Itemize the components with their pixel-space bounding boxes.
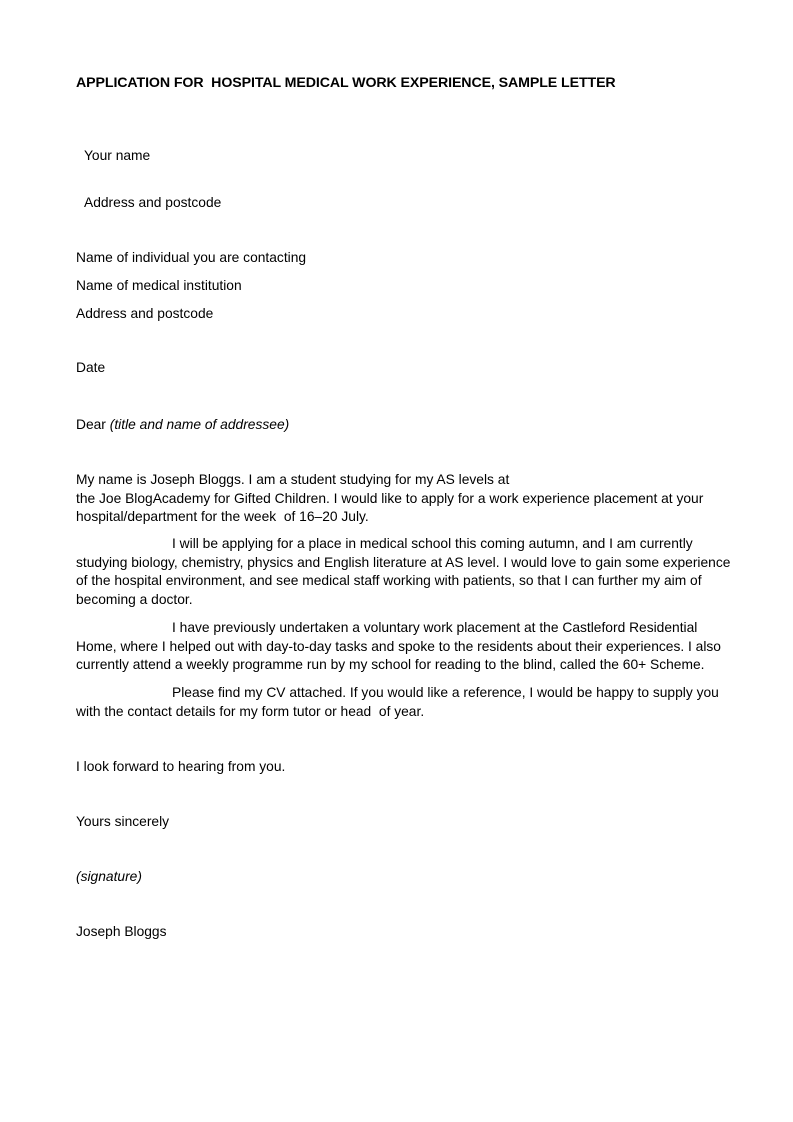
closing-look-forward: I look forward to hearing from you. [76, 759, 286, 775]
body-paragraph-2 [76, 535, 731, 609]
salutation-addressee-placeholder: (title and name of addressee) [109, 416, 290, 432]
date-line: Date [76, 360, 106, 376]
body-line: the Joe BlogAcademy for Gifted Children. I would like to apply for a work experience placement at your [76, 490, 704, 506]
body-paragraph-1 [76, 471, 704, 526]
signature-placeholder: (signature) [76, 868, 142, 884]
salutation-prefix: Dear [76, 416, 110, 432]
body-line: studying biology, chemistry, physics and English literature at AS level. I would love to gain some experience [76, 554, 731, 570]
recipient-institution: Name of medical institution [76, 277, 242, 293]
body-line: I have previously undertaken a voluntary work placement at the Castleford Residential [172, 620, 698, 636]
body-line: with the contact details for my form tutor or head of year. [76, 703, 425, 719]
sender-name: Your name [84, 148, 151, 164]
sender-address: Address and postcode [84, 194, 222, 210]
recipient-contact-name: Name of individual you are contacting [76, 250, 307, 266]
body-paragraph-3 [76, 619, 721, 674]
body-line: My name is Joseph Bloggs. I am a student studying for my AS levels at [76, 472, 510, 488]
body-line: hospital/department for the week of 16–20 July. [76, 509, 369, 525]
signed-name: Joseph Bloggs [76, 924, 167, 940]
valediction: Yours sincerely [76, 813, 170, 829]
recipient-address: Address and postcode [76, 306, 214, 322]
body-line: currently attend a weekly programme run by my school for reading to the blind, called the 60+ Scheme. [76, 656, 705, 672]
letter-title: APPLICATION FOR HOSPITAL MEDICAL WORK EXPERIENCE, SAMPLE LETTER [76, 75, 616, 91]
body-line: I will be applying for a place in medical school this coming autumn, and I am currently [172, 536, 693, 552]
salutation [76, 416, 700, 434]
body-line: Home, where I helped out with day-to-day tasks and spoke to the residents about their experiences. I also [76, 638, 721, 654]
body-line: becoming a doctor. [76, 591, 193, 607]
body-line: of the hospital environment, and see medical staff working with patients, so that I can further my aim of [76, 573, 702, 589]
body-paragraph-4 [76, 684, 719, 721]
body-line: Please find my CV attached. If you would like a reference, I would be happy to supply you [172, 685, 719, 701]
